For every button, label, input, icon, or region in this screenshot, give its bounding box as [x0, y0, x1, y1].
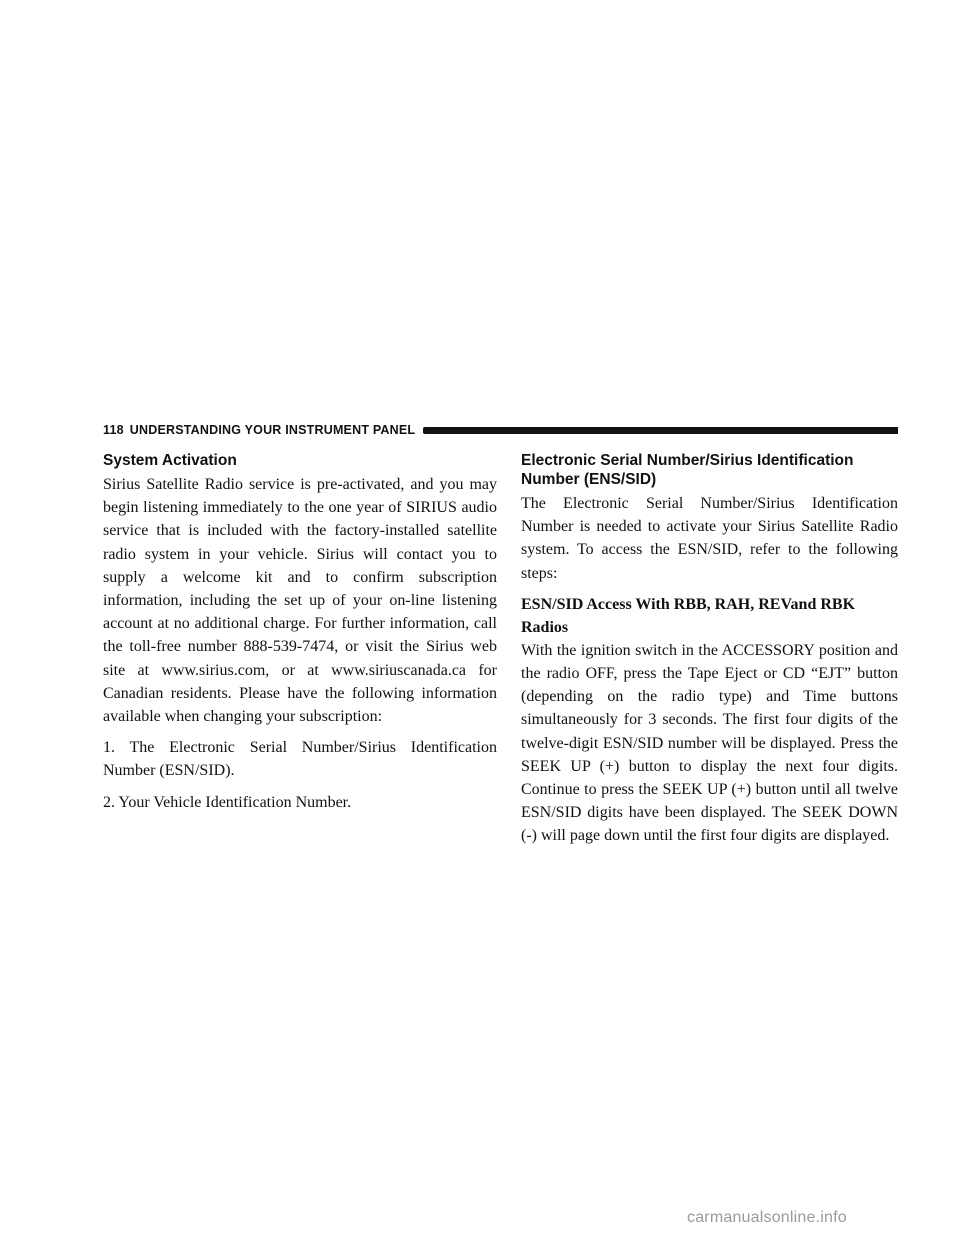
system-activation-heading: System Activation [103, 452, 237, 469]
radio-access-paragraph: With the ignition switch in the ACCESSORY position and the radio OFF, press the Tape Eject or CD “EJT” button (depending on the radio type) and Time buttons simultaneously for 3 seconds. The first four digits of the twelve-digit ESN/SID number will be displayed. Press the SEEK UP (+) button to display the next four digits. Continue to press the SEEK UP (+) button until all twelve ESN/SID digits have been displayed. The SEEK DOWN (-) will page down until the first four digits are displayed. [521, 641, 898, 845]
radio-access-subheading: ESN/SID Access With RBB, RAH, REVand RBK Radios [521, 595, 856, 636]
esn-intro-paragraph: The Electronic Serial Number/Sirius Identification Number is needed to activate your Sirius Satellite Radio system. To access the ESN/SID, refer to the following steps: [521, 495, 898, 582]
header-rule [423, 427, 898, 434]
right-column [521, 451, 898, 848]
list-item-vin: 2. Your Vehicle Identification Number. [103, 793, 352, 811]
list-item-esn: 1. The Electronic Serial Number/Sirius Identification Number (ESN/SID). [103, 739, 497, 780]
site-watermark: carmanualsonline.info [687, 1209, 847, 1226]
section-title: UNDERSTANDING YOUR INSTRUMENT PANEL [129, 423, 416, 437]
page-number: 118 [103, 423, 124, 437]
page-header [103, 422, 898, 438]
left-column [103, 451, 497, 822]
activation-paragraph: Sirius Satellite Radio service is pre-activated, and you may begin listening immediately to the one year of SIRIUS audio service that is included with the factory-installed satellite radio system in your vehicle. Sirius will contact you to supply a welcome kit and to confirm subscription information, including the set up of your on-line listening account at no additional charge. For further information, call the toll-free number 888-539-7474, or visit the Sirius web site at www.sirius.com, or at www.siriuscanada.ca for Canadian residents. Please have the following information available when changing your subscription: [103, 476, 497, 726]
esn-sid-heading: Electronic Serial Number/Sirius Identification Number (ENS/SID) [521, 452, 854, 488]
